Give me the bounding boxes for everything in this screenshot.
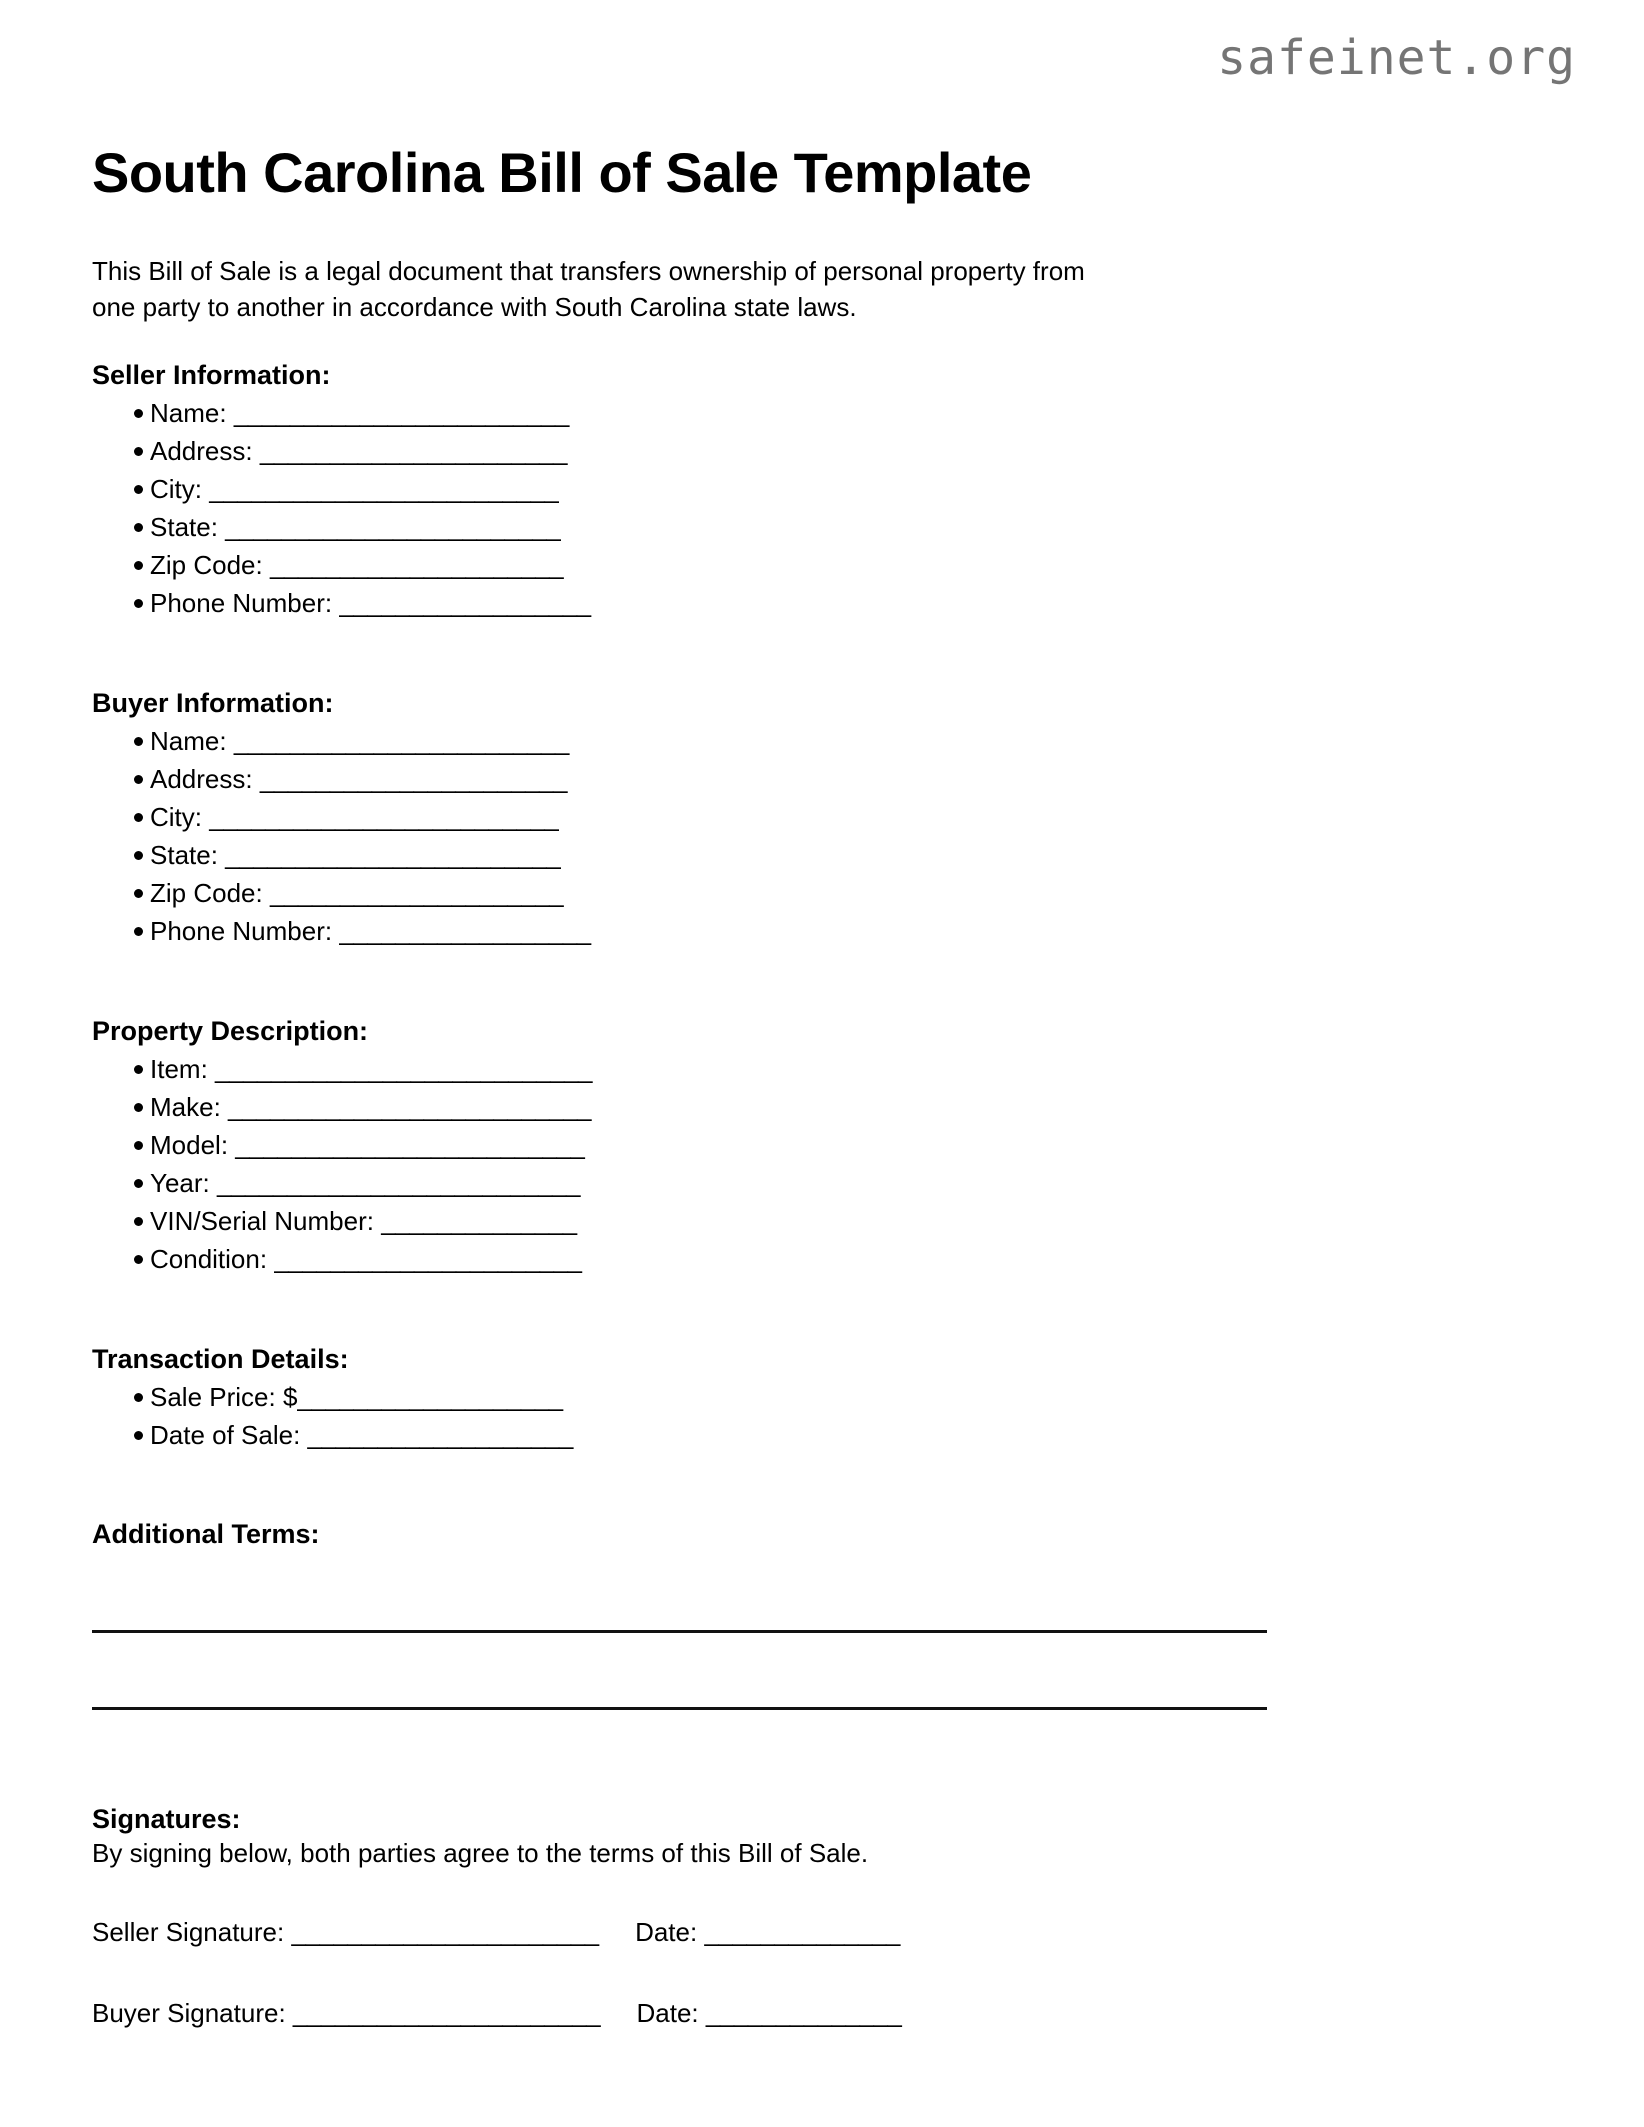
field-blank[interactable]: ______________________ <box>259 764 567 794</box>
field-blank[interactable]: ___________________________ <box>215 1054 592 1084</box>
list-item <box>92 584 1392 622</box>
buyer-signature-blank[interactable]: ______________________ <box>292 1998 601 2028</box>
buyer-information-list <box>92 722 1392 950</box>
additional-terms-rule-1[interactable] <box>92 1630 1267 1633</box>
seller-date-label: Date: <box>635 1917 698 1947</box>
bullet-icon <box>134 447 143 456</box>
bullet-icon <box>134 1393 143 1402</box>
list-item <box>92 1378 1392 1416</box>
buyer-signature-label: Buyer Signature: <box>92 1998 286 2028</box>
list-item <box>92 1416 1392 1454</box>
bullet-icon <box>134 1255 143 1264</box>
bullet-icon <box>134 1141 143 1150</box>
field-label: Date of Sale: <box>150 1420 301 1450</box>
bullet-icon <box>134 1431 143 1440</box>
field-blank[interactable]: _________________________ <box>209 474 559 504</box>
bullet-icon <box>134 813 143 822</box>
section-heading-buyer-information: Buyer Information: <box>92 688 334 719</box>
field-blank[interactable]: ________________________ <box>233 398 569 428</box>
field-blank[interactable]: ______________________ <box>274 1244 582 1274</box>
field-label: Year: <box>150 1168 210 1198</box>
field-blank[interactable]: _________________________ <box>209 802 559 832</box>
bullet-icon <box>134 485 143 494</box>
bullet-icon <box>134 523 143 532</box>
intro-line-1: This Bill of Sale is a legal document that transfers ownership of personal property from <box>92 256 1085 286</box>
bullet-icon <box>134 1217 143 1226</box>
signature-agreement-note: By signing below, both parties agree to the terms of this Bill of Sale. <box>92 1838 869 1868</box>
field-label: Model: <box>150 1130 229 1160</box>
list-item <box>92 874 1392 912</box>
bullet-icon <box>134 1179 143 1188</box>
field-label: City: <box>150 802 202 832</box>
intro-paragraph <box>92 254 1512 326</box>
bullet-icon <box>134 737 143 746</box>
transaction-details-list <box>92 1378 1392 1454</box>
intro-line-2: one party to another in accordance with South Carolina state laws. <box>92 291 857 322</box>
seller-signature-label: Seller Signature: <box>92 1917 285 1947</box>
field-blank[interactable]: __________________________ <box>217 1168 580 1198</box>
section-heading-signatures: Signatures: <box>92 1804 241 1835</box>
list-item <box>92 508 1392 546</box>
section-heading-seller-information: Seller Information: <box>92 360 331 391</box>
bullet-icon <box>134 561 143 570</box>
section-heading-property-description: Property Description: <box>92 1016 369 1047</box>
field-blank[interactable]: ______________ <box>381 1206 577 1236</box>
site-watermark: safeinet.org <box>1217 30 1576 86</box>
seller-signature-row <box>92 1917 900 1948</box>
seller-information-list <box>92 394 1392 622</box>
bullet-icon <box>134 599 143 608</box>
list-item <box>92 432 1392 470</box>
field-blank[interactable]: __________________ <box>339 916 591 946</box>
field-label: VIN/Serial Number: <box>150 1206 374 1236</box>
list-item <box>92 1126 1392 1164</box>
field-label: Address: <box>150 436 253 466</box>
field-blank[interactable]: _____________________ <box>269 550 564 580</box>
field-blank[interactable]: ________________________ <box>225 512 561 542</box>
list-item <box>92 546 1392 584</box>
field-label: Name: <box>150 726 227 756</box>
field-blank[interactable]: _____________________ <box>269 878 564 908</box>
bullet-icon <box>134 889 143 898</box>
bullet-icon <box>134 1065 143 1074</box>
property-description-list <box>92 1050 1392 1278</box>
field-blank[interactable]: __________________________ <box>228 1092 592 1122</box>
field-blank[interactable]: ________________________ <box>225 840 561 870</box>
list-item <box>92 760 1392 798</box>
field-blank[interactable]: _________________________ <box>235 1130 585 1160</box>
list-item <box>92 798 1392 836</box>
buyer-date-label: Date: <box>636 1998 699 2028</box>
field-blank[interactable]: ___________________ <box>297 1382 563 1412</box>
list-item <box>92 1202 1392 1240</box>
list-item <box>92 1164 1392 1202</box>
field-label: Zip Code: <box>150 878 263 908</box>
additional-terms-rule-2[interactable] <box>92 1707 1267 1710</box>
list-item <box>92 470 1392 508</box>
field-label: Zip Code: <box>150 550 263 580</box>
field-blank[interactable]: ___________________ <box>307 1420 573 1450</box>
field-label: Item: <box>150 1054 208 1084</box>
bullet-icon <box>134 851 143 860</box>
field-label: Make: <box>150 1092 221 1122</box>
field-label: Sale Price: $ <box>150 1382 298 1412</box>
list-item <box>92 394 1392 432</box>
list-item <box>92 1050 1392 1088</box>
seller-signature-blank[interactable]: ______________________ <box>291 1917 599 1947</box>
field-label: Address: <box>150 764 253 794</box>
field-label: State: <box>150 840 218 870</box>
buyer-date-blank[interactable]: ______________ <box>705 1998 902 2028</box>
bullet-icon <box>134 775 143 784</box>
field-label: City: <box>150 474 202 504</box>
list-item <box>92 912 1392 950</box>
page-title: South Carolina Bill of Sale Template <box>92 140 1032 204</box>
field-label: Phone Number: <box>150 588 333 618</box>
section-heading-transaction-details: Transaction Details: <box>92 1344 349 1375</box>
buyer-signature-row <box>92 1998 901 2029</box>
field-label: Phone Number: <box>150 916 333 946</box>
seller-date-blank[interactable]: ______________ <box>704 1917 900 1947</box>
list-item <box>92 1088 1392 1126</box>
field-blank[interactable]: ______________________ <box>259 436 567 466</box>
field-label: Condition: <box>150 1244 268 1274</box>
bullet-icon <box>134 1103 143 1112</box>
bullet-icon <box>134 927 143 936</box>
bullet-icon <box>134 409 143 418</box>
list-item <box>92 836 1392 874</box>
field-blank[interactable]: ________________________ <box>233 726 569 756</box>
field-blank[interactable]: __________________ <box>339 588 591 618</box>
field-label: State: <box>150 512 218 542</box>
list-item <box>92 722 1392 760</box>
field-label: Name: <box>150 398 227 428</box>
list-item <box>92 1240 1392 1278</box>
section-heading-additional-terms: Additional Terms: <box>92 1519 320 1550</box>
